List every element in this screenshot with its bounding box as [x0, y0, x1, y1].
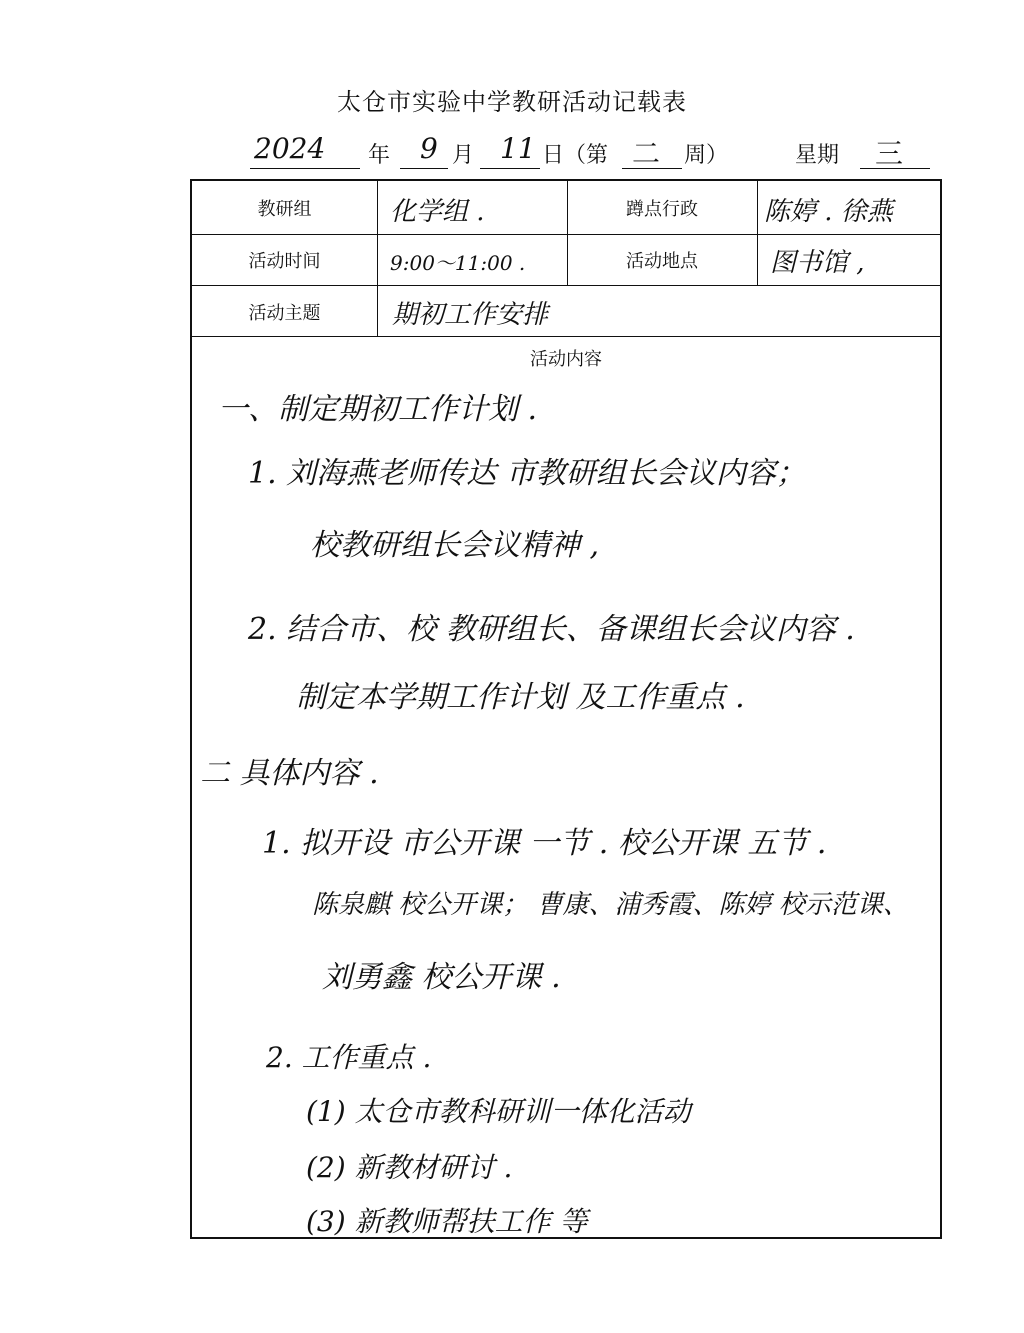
content-line: 2. 结合市、校 教研组长、备课组长会议内容 .	[248, 612, 855, 647]
group-label: 教研组	[257, 199, 312, 220]
content-line: 陈泉麒 校公开课； 曹康、浦秀霞、陈婷 校示范课、	[312, 890, 909, 920]
column-divider	[377, 181, 378, 336]
weekday-underline	[860, 168, 930, 169]
row-divider	[192, 234, 940, 235]
content-line: 制定本学期工作计划 及工作重点 .	[296, 680, 745, 715]
theme-label: 活动主题	[248, 303, 321, 324]
group-value: 化学组 .	[390, 197, 485, 227]
row-divider	[192, 336, 940, 337]
admin-label: 蹲点行政	[626, 199, 698, 220]
place-label: 活动地点	[626, 251, 698, 272]
month-value: 9	[420, 132, 438, 165]
content-line: 二 具体内容 .	[200, 756, 379, 791]
content-line: (3) 新教师帮扶工作 等	[306, 1205, 588, 1238]
content-title: 活动内容	[530, 349, 602, 370]
day-value: 11	[500, 132, 536, 165]
content-line: 2. 工作重点 .	[266, 1041, 432, 1074]
month-underline	[400, 168, 448, 169]
month-label: 月	[452, 143, 475, 168]
admin-value: 陈婷 . 徐燕	[764, 197, 893, 227]
theme-value: 期初工作安排	[392, 300, 549, 330]
content-line: (2) 新教材研讨 .	[306, 1151, 513, 1184]
time-label: 活动时间	[248, 251, 321, 272]
weekday-label: 星期	[795, 143, 840, 168]
content-line: 校教研组长会议精神 ,	[310, 528, 600, 563]
time-value: 9:00～11:00 .	[390, 251, 526, 275]
row-divider	[192, 285, 940, 286]
day-underline	[480, 168, 540, 169]
week-underline	[622, 168, 682, 169]
date-line	[250, 132, 950, 172]
page-title: 太仓市实验中学教研活动记载表	[337, 88, 687, 116]
content-line: 一、制定期初工作计划 .	[218, 392, 538, 427]
year-value: 2024	[254, 132, 326, 165]
weekday-value: 三	[875, 137, 904, 170]
week-value: 二	[632, 137, 661, 170]
day-label: 日（第	[542, 143, 609, 168]
content-line: 刘勇鑫 校公开课 .	[322, 960, 561, 995]
year-underline	[250, 168, 360, 169]
place-value: 图书馆 ,	[770, 248, 865, 278]
year-label: 年	[368, 143, 391, 168]
content-line: 1. 刘海燕老师传达 市教研组长会议内容；	[248, 456, 806, 491]
content-line: (1) 太仓市教科研训一体化活动	[306, 1095, 691, 1128]
week-label: 周）	[684, 143, 729, 168]
content-line: 1. 拟开设 市公开课 一节 . 校公开课 五节 .	[262, 826, 827, 861]
column-divider	[757, 181, 758, 285]
